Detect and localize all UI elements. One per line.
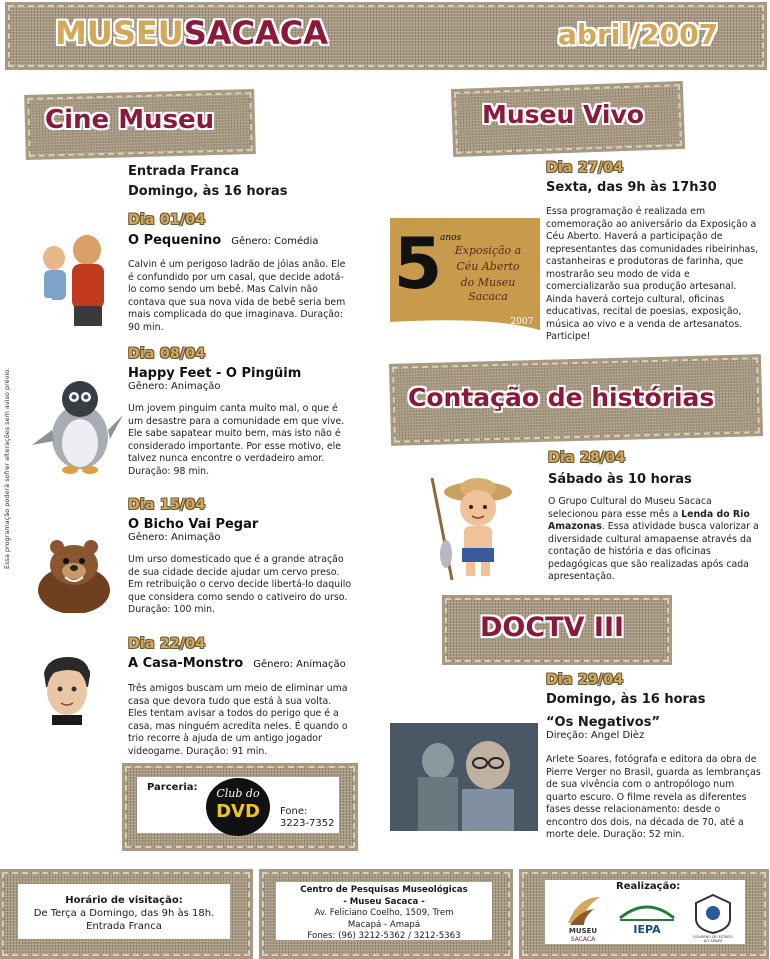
governo-amapa-logo bbox=[690, 893, 736, 943]
svg-text:Céu Aberto: Céu Aberto bbox=[456, 260, 520, 273]
footer-hours-title: Horário de visitação: bbox=[65, 895, 183, 906]
museu-vivo-title: Museu Vivo bbox=[482, 100, 644, 129]
contacao-desc-part2: . Essa atividade busca valorizar a diversidade cultural amapaense através da contação de história e das oficinas pedagógicas que são realizadas após cada apresentação. bbox=[548, 521, 759, 582]
film-3-description: Um urso domesticado que é a grande atração de sua cidade decide ajudar um cervo preso. Em retribuição o cervo decide libertá-lo daquilo que considera como sendo o cativeiro do urso. Duração: 100 min. bbox=[128, 554, 352, 615]
contacao-desc-highlight: Lenda do Rio Amazonas bbox=[548, 508, 750, 532]
film-poster-happy-feet bbox=[30, 375, 125, 475]
partner-label: Parceria: bbox=[147, 782, 198, 793]
doctv-title: DOCTV III bbox=[480, 612, 625, 643]
film-4-genre: Gênero: Animação bbox=[253, 659, 346, 670]
svg-text:do Museu: do Museu bbox=[460, 276, 516, 289]
doctv-description: Arlete Soares, fotógrafa e editora da obra de Pierre Verger no Brasil, guarda as lembranças de sua vivência com o antropólogo num quarto escuro. O filme revela as diferentes fases desse relacionamento: desde o encontro dos dois, na década de 70, até a morte dele. Duração: 52 min. bbox=[546, 754, 761, 840]
side-note: Essa programação poderá sofrer alterações sem aviso prévio. bbox=[3, 367, 11, 569]
partner-phone: 3223-7352 bbox=[280, 818, 335, 829]
doctv-film-title: “Os Negativos” bbox=[546, 715, 660, 730]
svg-text:DO AMAPÁ: DO AMAPÁ bbox=[703, 939, 723, 943]
footer-hours bbox=[18, 894, 230, 933]
cine-museu-title: Cine Museu bbox=[45, 105, 215, 135]
film-1-genre: Gênero: Comédia bbox=[231, 236, 319, 247]
footer-center-phones: Fones: (96) 3212-5362 / 3212-5363 bbox=[307, 931, 461, 941]
museu-vivo-day: Dia 27/04 bbox=[546, 160, 624, 176]
film-poster-a-casa-monstro bbox=[38, 655, 96, 725]
film-1-title bbox=[128, 233, 318, 248]
film-2-description: Um jovem pinguim canta muito mal, o que é um desastre para a comunidade em que vive. Ele sabe sapatear muito bem, mas isto não é considerado importante. Por esse motivo, ele talvez nunca encontre o verdadeiro amor. Duração: 98 min. bbox=[128, 403, 345, 477]
svg-text:Exposição a: Exposição a bbox=[454, 244, 522, 257]
film-4-name: A Casa-Monstro bbox=[128, 656, 244, 671]
film-3-title: O Bicho Vai Pegar bbox=[128, 517, 259, 532]
film-2-title: Happy Feet - O Pingüim bbox=[128, 366, 302, 381]
svg-text:2007: 2007 bbox=[510, 317, 534, 327]
film-4-day: Dia 22/04 bbox=[128, 636, 206, 652]
footer-center-info bbox=[276, 885, 492, 943]
partner-phone-label: Fone: bbox=[280, 806, 308, 817]
film-3-genre: Gênero: Animação bbox=[128, 532, 221, 543]
svg-text:SACACA: SACACA bbox=[570, 936, 596, 943]
svg-text:IEPA: IEPA bbox=[633, 923, 661, 936]
svg-text:Club do: Club do bbox=[216, 787, 260, 800]
doctv-director: Direção: Angel Dièz bbox=[546, 730, 645, 741]
museu-sacaca-logo bbox=[560, 893, 606, 943]
film-poster-o-bicho-vai-pegar bbox=[35, 535, 113, 613]
svg-text:MUSEU: MUSEU bbox=[568, 927, 598, 935]
film-3-day: Dia 15/04 bbox=[128, 497, 206, 513]
contacao-schedule: Sábado às 10 horas bbox=[548, 472, 692, 487]
svg-text:DVD: DVD bbox=[216, 801, 260, 822]
film-1-day: Dia 01/04 bbox=[128, 212, 206, 228]
doctv-film-still bbox=[390, 723, 538, 831]
footer-hours-line: De Terça a Domingo, das 9h às 18h. bbox=[33, 908, 215, 919]
contacao-title: Contação de histórias bbox=[408, 383, 715, 412]
brand-title bbox=[55, 14, 328, 52]
boy-fishing-illustration bbox=[428, 474, 520, 584]
museu-vivo-description: Essa programação é realizada em comemoração ao aniversário da Exposição a Céu Aberto. Haverá a participação de representantes das comunidades ribeirinhas, castanheiras e produtoras de farinha, que mostrarão seu modo de vida e comercializarão sua produção artesanal. Ainda haverá cortejo cultural, oficinas educativas, recital de poesias, exposição, música ao vivo e a venda de artesanatos. Participe! bbox=[546, 206, 759, 342]
svg-text:5: 5 bbox=[393, 223, 443, 305]
footer-center-address: Av. Feliciano Coelho, 1509, Trem bbox=[314, 908, 454, 918]
footer-center-name: Centro de Pesquisas Museológicas bbox=[300, 885, 468, 895]
film-2-day: Dia 08/04 bbox=[128, 346, 206, 362]
contacao-desc-part1: O Grupo Cultural do Museu Sacaca selecionou para esse mês a bbox=[548, 496, 712, 520]
issue-date: abril/2007 bbox=[558, 18, 719, 51]
museu-vivo-schedule: Sexta, das 9h às 17h30 bbox=[546, 180, 717, 195]
film-1-name: O Pequenino bbox=[128, 233, 222, 248]
film-4-description: Três amigos buscam um meio de eliminar uma casa que devora tudo que está à sua volta. Eles tentam avisar a todos do perigo que é a casa, mas ninguém acredita neles. É quando o trio recorre à ajuda de um antigo jogador videogame. Duração: 91 min. bbox=[128, 683, 348, 757]
footer-center-subname: - Museu Sacaca - bbox=[343, 896, 425, 907]
film-4-title bbox=[128, 656, 346, 671]
footer-center-city: Macapá - Amapá bbox=[347, 919, 421, 930]
doctv-schedule: Domingo, às 16 horas bbox=[546, 692, 706, 707]
svg-text:GOVERNO DO ESTADO: GOVERNO DO ESTADO bbox=[693, 935, 733, 939]
iepa-logo bbox=[616, 896, 678, 936]
film-1-description: Calvin é um perigoso ladrão de jóias anão. Ele é confundido por um casal, que decide adotá-lo como sendo um bebê. Mas Calvin não contava que sua nova vida de bebê seria bem mais complicada do que imaginava. Duração: 90 min. bbox=[128, 259, 346, 333]
svg-text:Sacaca: Sacaca bbox=[468, 290, 508, 303]
svg-text:anos: anos bbox=[440, 233, 462, 243]
film-poster-o-pequenino bbox=[32, 228, 112, 328]
contacao-day: Dia 28/04 bbox=[548, 450, 626, 466]
doctv-day: Dia 29/04 bbox=[546, 672, 624, 688]
footer-hours-entry: Entrada Franca bbox=[86, 921, 162, 932]
club-do-dvd-logo bbox=[205, 777, 271, 837]
film-2-genre: Gênero: Animação bbox=[128, 381, 221, 392]
exposicao-5-anos-badge bbox=[390, 218, 540, 330]
brand-part-museu: MUSEU bbox=[55, 14, 184, 52]
cine-schedule: Domingo, às 16 horas bbox=[128, 184, 288, 199]
brand-part-sacaca: SACACA bbox=[183, 14, 329, 52]
contacao-description bbox=[548, 496, 764, 584]
footer-realizacao-label: Realização: bbox=[616, 881, 681, 892]
cine-entry: Entrada Franca bbox=[128, 164, 240, 179]
